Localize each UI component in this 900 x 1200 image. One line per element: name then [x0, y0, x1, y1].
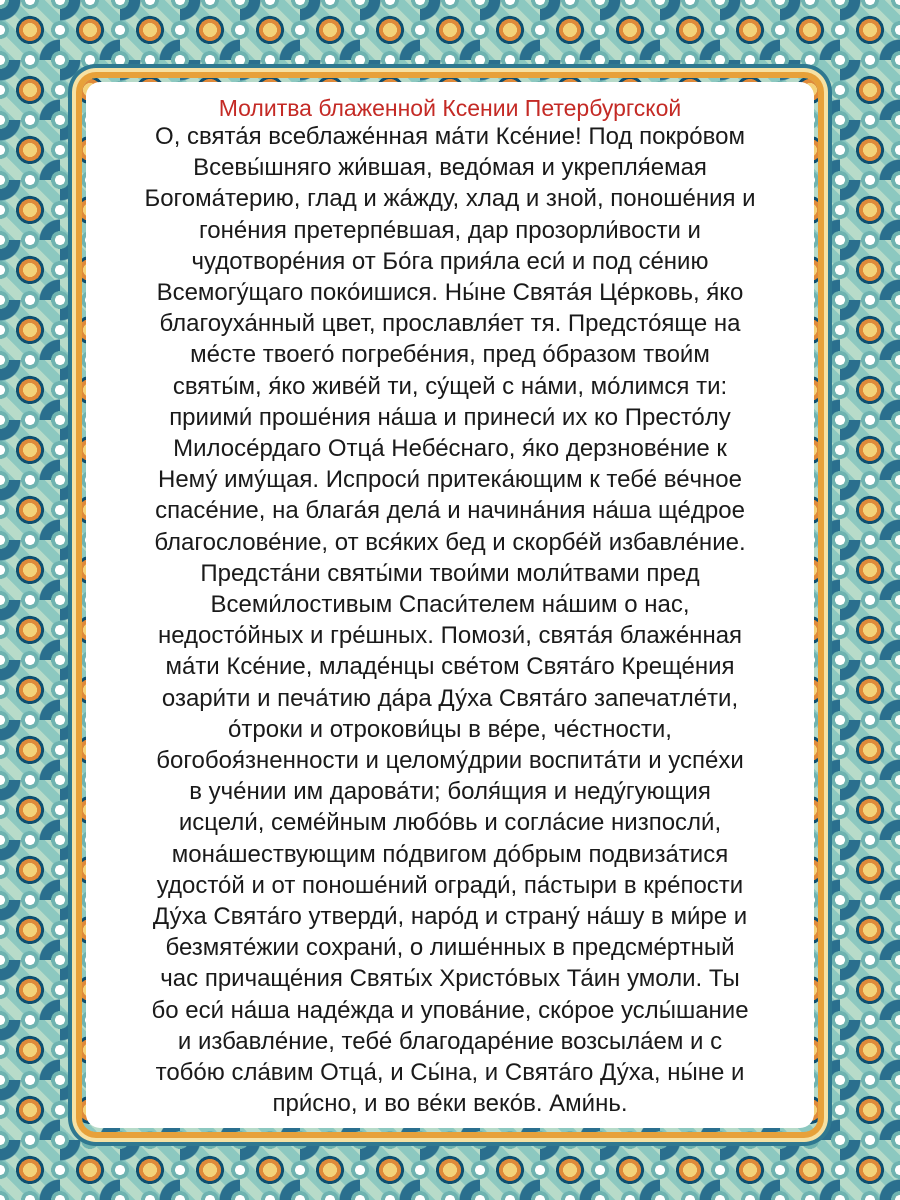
prayer-line: О, свята́я всеблаже́нная ма́ти Ксе́ние! Под покро́вом	[155, 123, 745, 150]
prayer-title: Молитва блаженной Ксении Петербургской	[218, 95, 682, 121]
prayer-line: Всевы́шняго жи́вшая, ведо́мая и укрепля́емая	[193, 154, 707, 182]
prayer-line: час причаще́ния Святы́х Христо́вых Та́ин умоли. Ты	[160, 965, 740, 993]
prayer-line: Нему́ иму́щая. Испроси́ притека́ющим к тебе́ ве́чное	[158, 466, 742, 494]
prayer-line: Ду́ха Свята́го утверди́, наро́д и страну́ на́шу в ми́ре и	[152, 903, 748, 931]
prayer-line: тобо́ю сла́вим Отца́, и Сы́на, и Свята́го Ду́ха, ны́не и	[155, 1059, 745, 1087]
prayer-line: Предста́ни святы́ми твои́ми моли́твами пред	[200, 559, 700, 587]
prayer-line: гоне́ния претерпе́вшая, дар прозорли́вости и	[199, 216, 701, 244]
prayer-line: спасе́ние, на блага́я дела́ и начина́ния на́ша ще́дрое	[155, 497, 745, 525]
prayer-line: и избавле́ние, тебе́ благодаре́ние возсыла́ем и с	[177, 1027, 723, 1055]
prayer-line: Всемогу́щаго поко́ишися. Ны́не Свята́я Це́рковь, я́ко	[156, 279, 744, 307]
prayer-line: приими́ проше́ния на́ша и принеси́ их ко Престо́лу	[169, 403, 731, 431]
prayer-text	[90, 121, 810, 1120]
prayer-line: ма́ти Ксе́ние, младе́нцы све́том Свята́го Креще́ния	[165, 653, 735, 681]
prayer-line: благоуха́нный цвет, прославля́ет тя. Предсто́яще на	[159, 310, 741, 338]
prayer-line: удосто́й и от поноше́ний огради́, па́стыри в кре́пости	[156, 871, 744, 899]
prayer-line: о́троки и отрокови́цы в ве́ре, че́стности,	[228, 715, 672, 743]
prayer-line: чудотворе́ния от Бо́га прия́ла еси́ и под се́нию	[191, 247, 709, 275]
prayer-line: благослове́ние, от вся́ких бед и скорбе́й избавле́ние.	[154, 528, 746, 556]
prayer-line: безмяте́жии сохрани́, о лише́нных в предсме́ртный	[165, 934, 735, 962]
prayer-line: ме́сте твоего́ погребе́ния, пред о́бразом твои́м	[190, 341, 710, 369]
prayer-line: при́сно, и во ве́ки веко́в. Ами́нь.	[272, 1090, 628, 1118]
prayer-line: Богома́терию, глад и жа́жду, хлад и зной, поноше́ния и	[144, 185, 756, 213]
prayer-line: Всеми́лостивым Спаси́телем на́шим о нас,	[210, 591, 690, 619]
prayer-line: мона́шествующим по́двигом до́брым подвиза́тися	[171, 840, 729, 868]
prayer-line: в уче́нии им дарова́ти; боля́щия и неду́гующия	[189, 778, 711, 806]
prayer-line: исцели́, семе́йным любо́вь и согла́сие низпосли́,	[178, 809, 722, 837]
prayer-line: бо еси́ на́ша наде́жда и упова́ние, ско́рое услы́шание	[151, 996, 749, 1024]
prayer-line: недосто́йных и гре́шных. Помози́, свята́я блаже́нная	[157, 622, 743, 650]
prayer-line: озари́ти и печа́тию да́ра Ду́ха Свята́го запечатле́ти,	[161, 684, 739, 712]
prayer-line: святы́м, я́ко живе́й ти, су́щей с на́ми, мо́лимся ти:	[172, 372, 728, 400]
prayer-line: богобоя́зненности и целому́дрии воспита́ти и успе́хи	[156, 747, 744, 775]
prayer-line: Милосе́рдаго Отца́ Небе́снаго, я́ко дерзнове́ние к	[173, 435, 727, 463]
